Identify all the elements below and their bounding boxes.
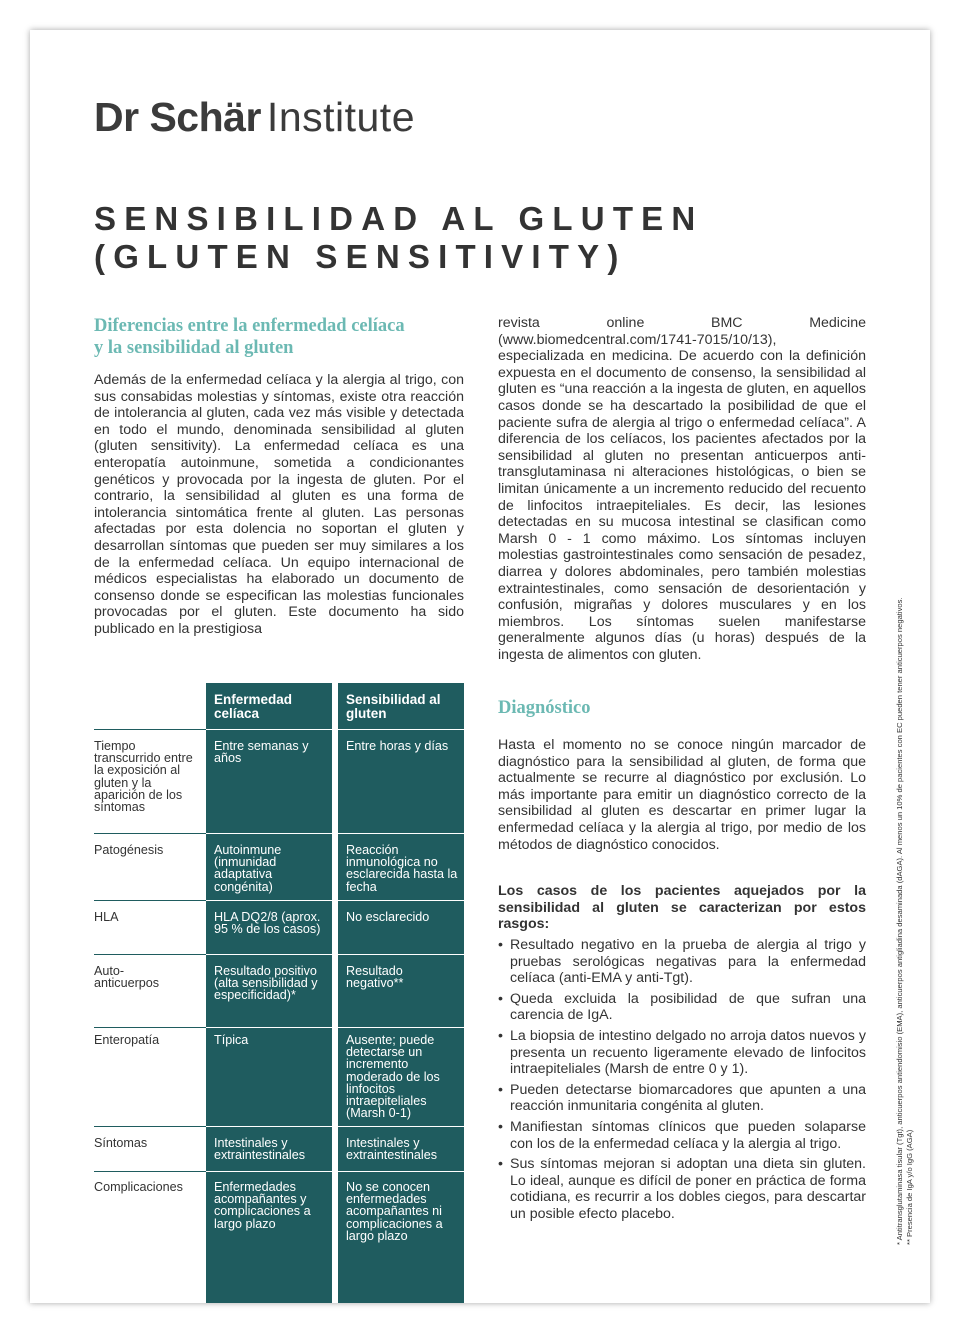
list-item bbox=[498, 991, 866, 1024]
page-title bbox=[94, 200, 703, 276]
table-cell-sensitivity: Entre horas y días bbox=[346, 739, 449, 753]
table-cell-celiac: Entre semanas y años bbox=[214, 739, 309, 766]
list-item-text: Manifiestan síntomas clínicos que pueden solaparse con los de la enfermedad celíaca y la alergia al trigo. bbox=[510, 1118, 866, 1152]
list-item-text: Sus síntomas mejoran si adoptan una dieta sin gluten. Lo ideal, aunque es difícil de poner en práctica de forma cotidiana, es recurrir a los dobles ciegos, para descartar un posible efecto placebo. bbox=[510, 1156, 866, 1222]
table-divider-light bbox=[206, 833, 464, 834]
table-cell-sensitivity: No esclarecido bbox=[346, 910, 430, 924]
table-divider-light bbox=[206, 1171, 464, 1172]
list-item bbox=[498, 1028, 866, 1078]
table-cell-celiac: Intestinales y extraintestinales bbox=[214, 1136, 306, 1163]
bullet-icon: • bbox=[498, 990, 503, 1007]
list-item bbox=[498, 1156, 866, 1222]
list-item-text: Resultado negativo en la prueba de alergia al trigo y pruebas serológicas negativas para la enfermedad celíaca (anti-EMA y anti-Tgt). bbox=[510, 937, 866, 987]
bullet-icon: • bbox=[498, 1118, 503, 1135]
list-item bbox=[498, 1082, 866, 1115]
table-cell-sensitivity: Ausente; puede detectarse un incremento moderado de los linfocitos intraepiteliales (Marsh 0-1) bbox=[346, 1033, 440, 1121]
table-header-sensitivity: Sensibilidad al gluten bbox=[346, 692, 441, 721]
list-item-text: Queda excluida la posibilidad de que sufran una carencia de IgA. bbox=[510, 990, 866, 1024]
table-row-label: Complicaciones bbox=[94, 1180, 183, 1194]
continuation-paragraph: revista online BMC Medicine (www.biomedcentral.com/1741-7015/10/13), especializada en medicina. De acuerdo con la definición expuesta en el documento de consenso, la sensibilidad al gluten es “una reacción a la ingesta de gluten, en aquellos casos donde se ha descartado la posibilidad de que el paciente sufra de alergia al trigo o enfermedad celíaca”. A diferencia de los celíacos, los pacientes afectados por la sensibilidad al gluten no presentan anticuerpos anti-transglutaminasa ni alteraciones histológicas, o bien se limitan únicamente a un incremento reducido del recuento de linfocitos intraepiteliales. Es decir, las lesiones detectadas en su mucosa intestinal se clasifican como Marsh 0 - 1 como máximo. Los síntomas incluyen molestias gastrointestinales como sensación de pesadez, diarrea y dolores abdominales, pero también molestias extraintestinales, como sensación de desorientación y confusión, migrañas y dolores musculares y en los miembros. Los síntomas suelen manifestarse generalmente algunos días (u horas) después de la ingesta de alimentos con gluten. bbox=[498, 315, 866, 663]
section-heading-differences bbox=[94, 315, 464, 359]
list-item bbox=[498, 937, 866, 987]
table-row-label: Síntomas bbox=[94, 1136, 148, 1150]
footnotes-rotated bbox=[895, 597, 915, 1245]
bullet-icon: • bbox=[498, 1027, 503, 1044]
table-row-label: Auto-anticuerpos bbox=[94, 964, 160, 991]
list-item bbox=[498, 1119, 866, 1152]
characteristics-list bbox=[498, 937, 866, 1227]
table-divider-light bbox=[206, 729, 464, 730]
table-cell-celiac: Típica bbox=[214, 1033, 249, 1047]
section-heading-diagnosis: Diagnóstico bbox=[498, 698, 591, 718]
list-item-text: La biopsia de intestino delgado no arroja datos nuevos y presenta un recuento ligeramente elevado de linfocitos intraepiteliales (Marsh de entre 0 y 1). bbox=[510, 1027, 866, 1078]
table-cell-celiac: HLA DQ2/8 (aprox. 95 % de los casos) bbox=[214, 910, 321, 937]
table-cell-sensitivity: Resultado negativo** bbox=[346, 964, 404, 991]
table-divider-light bbox=[206, 954, 464, 955]
table-cell-sensitivity: Reacción inmunológica no esclarecida hasta la fecha bbox=[346, 843, 458, 894]
logo-brand: Dr Schär bbox=[94, 94, 261, 140]
title-line-2: (GLUTEN SENSITIVITY) bbox=[94, 238, 627, 275]
table-row-label: Tiempo transcurrido entre la exposición al gluten y la aparición de los síntomas bbox=[94, 739, 193, 815]
heading-line-2: y la sensibilidad al gluten bbox=[94, 338, 294, 358]
table-row-label: Enteropatía bbox=[94, 1033, 160, 1047]
title-line-1: SENSIBILIDAD AL GLUTEN bbox=[94, 200, 704, 237]
diagnosis-paragraph: Hasta el momento no se conoce ningún marcador de diagnóstico para la sensibilidad al gluten, de forma que actualmente se recurre al diagnóstico por exclusión. Lo más importante para emitir un diagnóstico correcto de la sensibilidad al gluten es descartar en primer lugar la enfermedad celíaca y la alergia al trigo, por medio de los métodos de diagnóstico conocidos. bbox=[498, 737, 866, 853]
table-divider-light bbox=[206, 1126, 464, 1127]
bullet-icon: • bbox=[498, 1156, 503, 1173]
table-divider-light bbox=[206, 1027, 464, 1028]
intro-paragraph: Además de la enfermedad celíaca y la alergia al trigo, con sus consabidas molestias y síntomas, existe otra reacción de intolerancia al gluten, cada vez más visible y detectada en todo el mundo, denominada sensibilidad al gluten (gluten sensitivity). La enfermedad celíaca es una enteropatía autoinmune, sometida a condicionantes genéticos y provocada por la ingesta de gluten. Por el contrario, la sensibilidad al gluten es una forma de intolerancia sintomática frente al gluten. Las personas afectadas por esta dolencia no soportan el gluten y desarrollan síntomas que pueden ser muy similares a los de la enfermedad celíaca. Un equipo internacional de médicos especialistas ha elaborado un documento de consenso donde se especifican las molestias funcionales provocadas por el gluten. Este documento ha sido publicado en la prestigiosa bbox=[94, 372, 464, 637]
table-cell-celiac: Resultado positivo (alta sensibilidad y especificidad)* bbox=[214, 964, 318, 1003]
bullet-icon: • bbox=[498, 1081, 503, 1098]
table-cell-sensitivity: Intestinales y extraintestinales bbox=[346, 1136, 438, 1163]
characteristics-intro: Los casos de los pacientes aquejados por la sensibilidad al gluten se caracterizan por estos rasgos: bbox=[498, 883, 866, 933]
list-item-text: Pueden detectarse biomarcadores que apunten a una reacción inmunitaria congénita al gluten. bbox=[510, 1081, 866, 1115]
table-header-celiac: Enfermedad celíaca bbox=[214, 692, 293, 721]
table-cell-celiac: Autoinmune (inmunidad adaptativa congénita) bbox=[214, 843, 282, 894]
footnote-1: * Antitransglutaminasa tisular (Tgt), anticuerpos antiendomisio (EMA), anticuerpos antigliadina desaminada (dAGA). Al menos un 10% de pacientes con EC pueden tener anticuerpos negativos. bbox=[895, 597, 904, 1245]
heading-line-1: Diferencias entre la enfermedad celíaca bbox=[94, 316, 405, 336]
table-row-label: HLA bbox=[94, 910, 119, 924]
dr-schar-institute-logo bbox=[94, 94, 415, 141]
table-cell-sensitivity: No se conocen enfermedades acompañantes ni complicaciones a largo plazo bbox=[346, 1180, 443, 1243]
table-divider-light bbox=[206, 900, 464, 901]
table-row-label: Patogénesis bbox=[94, 843, 164, 857]
comparison-table bbox=[94, 683, 464, 1303]
table-cell-celiac: Enfermedades acompañantes y complicaciones a largo plazo bbox=[214, 1180, 311, 1231]
logo-institute: Institute bbox=[266, 94, 416, 140]
footnote-2: ** Presencia de IgA y/o IgG (AGA) bbox=[905, 1129, 914, 1245]
bullet-icon: • bbox=[498, 937, 503, 953]
